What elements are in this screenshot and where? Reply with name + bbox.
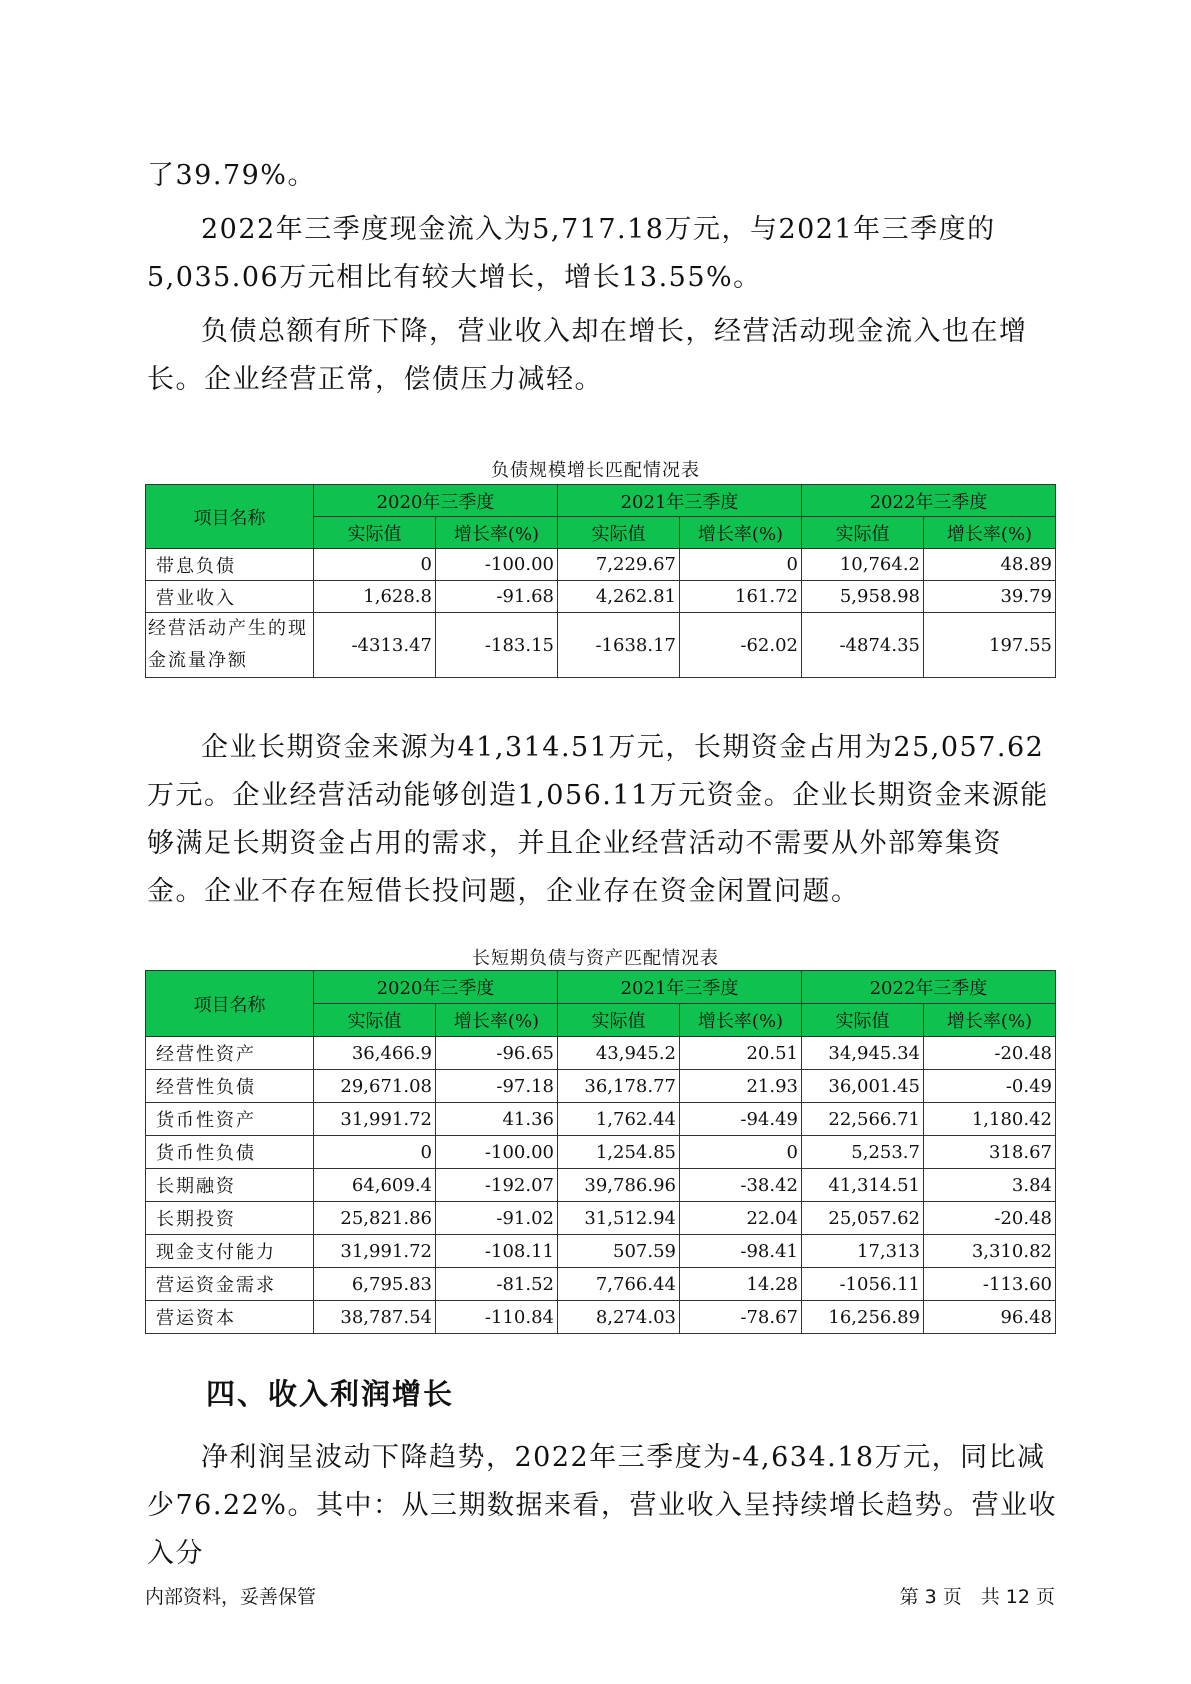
table2-subheader: 增长率(%) (680, 1004, 802, 1037)
table1-caption: 负债规模增长匹配情况表 (491, 460, 700, 481)
table-cell: -91.02 (436, 1202, 558, 1235)
table-cell: 22.04 (680, 1202, 802, 1235)
table-cell: 318.67 (924, 1136, 1056, 1169)
row-label: 货币性资产 (146, 1103, 314, 1136)
table-cell: 21.93 (680, 1070, 802, 1103)
table-cell: -113.60 (924, 1268, 1056, 1301)
table-cell: -100.00 (436, 549, 558, 581)
table-cell: 8,274.03 (558, 1301, 680, 1334)
table-cell: 25,821.86 (314, 1202, 436, 1235)
table-row (146, 1037, 1056, 1070)
table-cell: 96.48 (924, 1301, 1056, 1334)
table-cell: 39,786.96 (558, 1169, 680, 1202)
table-cell: 34,945.34 (802, 1037, 924, 1070)
table-cell: -108.11 (436, 1235, 558, 1268)
row-label: 经营活动产生的现金流量净额 (146, 613, 314, 678)
table-cell: 7,229.67 (558, 549, 680, 581)
table-cell: -1056.11 (802, 1268, 924, 1301)
table-row (146, 1268, 1056, 1301)
table-cell: -4313.47 (314, 613, 436, 678)
table-cell: 7,766.44 (558, 1268, 680, 1301)
table-cell: -1638.17 (558, 613, 680, 678)
table-row (146, 1202, 1056, 1235)
table2-subheader: 实际值 (558, 1004, 680, 1037)
table-row (146, 1103, 1056, 1136)
table-cell: 31,512.94 (558, 1202, 680, 1235)
table-cell: -20.48 (924, 1202, 1056, 1235)
footer-confidential-note: 内部资料，妥善保管 (145, 1586, 317, 1608)
table-cell: 1,180.42 (924, 1103, 1056, 1136)
table-cell: 36,178.77 (558, 1070, 680, 1103)
table-cell: 31,991.72 (314, 1103, 436, 1136)
row-label: 长期融资 (146, 1169, 314, 1202)
debt-asset-match-table (145, 970, 1056, 1334)
table-cell: -192.07 (436, 1169, 558, 1202)
table2-header-year-2020: 2020年三季度 (314, 971, 558, 1004)
paragraph-cash-inflow: 2022年三季度现金流入为5,717.18万元，与2021年三季度的5,035.06万元相比有较大增长，增长13.55%。 (147, 214, 996, 293)
table1-header-year-2022: 2022年三季度 (802, 485, 1056, 517)
table-cell: 197.55 (924, 613, 1056, 678)
table-cell: 41,314.51 (802, 1169, 924, 1202)
table-cell: -98.41 (680, 1235, 802, 1268)
paragraph-debt-summary: 负债总额有所下降，营业收入却在增长，经营活动现金流入也在增长。企业经营正常，偿债压力减轻。 (147, 316, 1028, 395)
table-cell: 22,566.71 (802, 1103, 924, 1136)
table-cell: 14.28 (680, 1268, 802, 1301)
footer-page-number: 第 3 页 共 12 页 (899, 1586, 1055, 1608)
table-row (146, 1235, 1056, 1268)
table-row (146, 613, 1056, 678)
row-label: 营运资本 (146, 1301, 314, 1334)
table-cell: -62.02 (680, 613, 802, 678)
row-label: 货币性负债 (146, 1136, 314, 1169)
table-cell: 64,609.4 (314, 1169, 436, 1202)
table-cell: 4,262.81 (558, 581, 680, 613)
table-row (146, 1136, 1056, 1169)
table-cell: -183.15 (436, 613, 558, 678)
table-cell: 36,466.9 (314, 1037, 436, 1070)
paragraph-continuation: 了39.79%。 (147, 160, 316, 191)
table-cell: -38.42 (680, 1169, 802, 1202)
row-label: 长期投资 (146, 1202, 314, 1235)
table1-header-year-2020: 2020年三季度 (314, 485, 558, 517)
table-row (146, 1301, 1056, 1334)
table1-subheader: 增长率(%) (680, 517, 802, 549)
table1-header-name: 项目名称 (146, 485, 314, 549)
table-cell: -100.00 (436, 1136, 558, 1169)
table1-subheader: 实际值 (558, 517, 680, 549)
debt-scale-table (145, 484, 1056, 678)
table2-subheader: 实际值 (314, 1004, 436, 1037)
table-cell: 3,310.82 (924, 1235, 1056, 1268)
table2-header-name: 项目名称 (146, 971, 314, 1037)
table-cell: -0.49 (924, 1070, 1056, 1103)
paragraph-net-profit: 净利润呈波动下降趋势，2022年三季度为-4,634.18万元，同比减少76.22%。其中：从三期数据来看，营业收入呈持续增长趋势。营业收入分 (147, 1442, 1057, 1569)
table-cell: 25,057.62 (802, 1202, 924, 1235)
table-cell: 41.36 (436, 1103, 558, 1136)
table-row (146, 549, 1056, 581)
table-cell: 39.79 (924, 581, 1056, 613)
table-cell: 3.84 (924, 1169, 1056, 1202)
table-cell: -78.67 (680, 1301, 802, 1334)
table1-subheader: 增长率(%) (924, 517, 1056, 549)
table-cell: -94.49 (680, 1103, 802, 1136)
table-cell: 48.89 (924, 549, 1056, 581)
table-cell: 5,958.98 (802, 581, 924, 613)
table-cell: -20.48 (924, 1037, 1056, 1070)
row-label: 营业收入 (146, 581, 314, 613)
table2-header-year-2021: 2021年三季度 (558, 971, 802, 1004)
row-label: 经营性资产 (146, 1037, 314, 1070)
table-cell: -91.68 (436, 581, 558, 613)
table-cell: 0 (680, 549, 802, 581)
table-cell: 6,795.83 (314, 1268, 436, 1301)
table-cell: -96.65 (436, 1037, 558, 1070)
table-cell: -110.84 (436, 1301, 558, 1334)
table-cell: 16,256.89 (802, 1301, 924, 1334)
table-cell: 10,764.2 (802, 549, 924, 581)
table-cell: 0 (680, 1136, 802, 1169)
table-cell: 5,253.7 (802, 1136, 924, 1169)
table-cell: 1,628.8 (314, 581, 436, 613)
table-row (146, 1070, 1056, 1103)
section-heading: 四、收入利润增长 (206, 1377, 455, 1411)
table-cell: 43,945.2 (558, 1037, 680, 1070)
table2-caption: 长短期负债与资产匹配情况表 (472, 948, 719, 969)
table2-subheader: 增长率(%) (436, 1004, 558, 1037)
table-cell: 0 (314, 1136, 436, 1169)
table-cell: 38,787.54 (314, 1301, 436, 1334)
table2-header-year-2022: 2022年三季度 (802, 971, 1056, 1004)
table-cell: 31,991.72 (314, 1235, 436, 1268)
table-cell: 1,254.85 (558, 1136, 680, 1169)
table-cell: 507.59 (558, 1235, 680, 1268)
table-cell: 0 (314, 549, 436, 581)
table2-subheader: 增长率(%) (924, 1004, 1056, 1037)
row-label: 经营性负债 (146, 1070, 314, 1103)
table-cell: -4874.35 (802, 613, 924, 678)
table-row (146, 1169, 1056, 1202)
table1-subheader: 实际值 (314, 517, 436, 549)
table-cell: 17,313 (802, 1235, 924, 1268)
table2-subheader: 实际值 (802, 1004, 924, 1037)
row-label: 营运资金需求 (146, 1268, 314, 1301)
table-cell: -97.18 (436, 1070, 558, 1103)
table-cell: 20.51 (680, 1037, 802, 1070)
paragraph-long-term-funds: 企业长期资金来源为41,314.51万元，长期资金占用为25,057.62万元。企业经营活动能够创造1,056.11万元资金。企业长期资金来源能够满足长期资金占用的需求，并且企业经营活动不需要从外部筹集资金。企业不存在短借长投问题，企业存在资金闲置问题。 (147, 732, 1049, 907)
table-row (146, 581, 1056, 613)
table1-subheader: 增长率(%) (436, 517, 558, 549)
table1-subheader: 实际值 (802, 517, 924, 549)
table1-header-year-2021: 2021年三季度 (558, 485, 802, 517)
table-cell: 1,762.44 (558, 1103, 680, 1136)
table-cell: 29,671.08 (314, 1070, 436, 1103)
row-label: 现金支付能力 (146, 1235, 314, 1268)
table-cell: -81.52 (436, 1268, 558, 1301)
table-cell: 36,001.45 (802, 1070, 924, 1103)
table-cell: 161.72 (680, 581, 802, 613)
row-label: 带息负债 (146, 549, 314, 581)
